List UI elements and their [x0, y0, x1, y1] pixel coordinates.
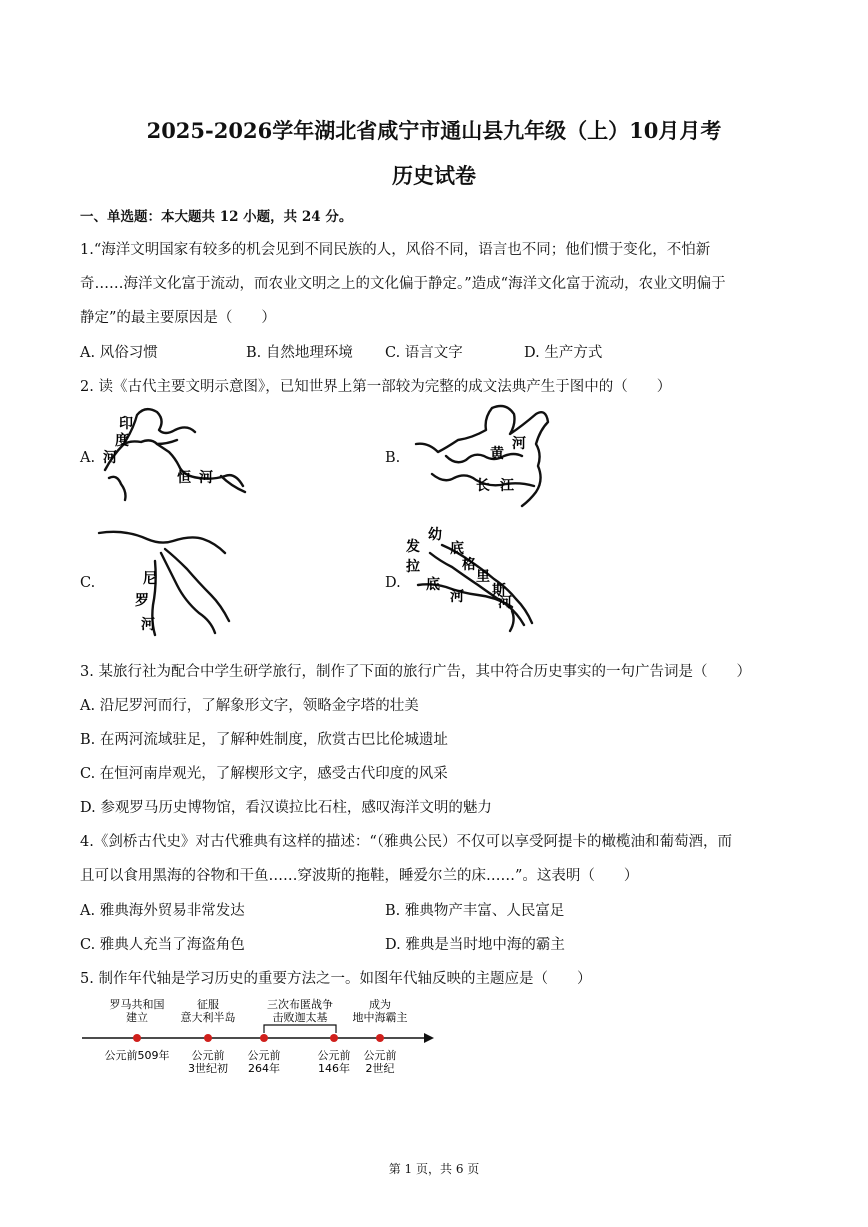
map-b-label-3: 长 — [476, 478, 490, 494]
map-b-label-2: 河 — [512, 436, 526, 452]
map-d-label-3: 拉 — [406, 559, 420, 575]
q1-line2: 奇……海洋文化富于流动，而农业文明之上的文化偏于静定。”造成“海洋文化富于流动，农业文明偏于 — [80, 276, 726, 292]
map-nile — [95, 525, 245, 640]
q3-option-a: A. 沿尼罗河而行，了解象形文字，领略金字塔的壮美 — [80, 698, 419, 714]
q3-stem: 3. 某旅行社为配合中学生研学旅行，制作了下面的旅行广告，其中符合历史事实的一句广告词是（ ） — [80, 664, 751, 680]
q4-line1: 4.《剑桥古代史》对古代雅典有这样的描述：“（雅典公民）不仅可以享受阿提卡的橄榄油和葡萄酒，而 — [80, 834, 732, 850]
map-a-label-5: 河 — [199, 470, 213, 486]
map-india — [95, 400, 255, 505]
timeline-dot-1 — [133, 1034, 141, 1042]
q2-option-c-label: C. — [80, 575, 96, 591]
timeline-event-1-top2: 建立 — [126, 1011, 148, 1024]
map-c-label-3: 河 — [141, 617, 155, 633]
timeline-dot-4 — [330, 1034, 338, 1042]
q4-option-a: A. 雅典海外贸易非常发达 — [80, 903, 245, 919]
q2-stem: 2. 读《古代主要文明示意图》，已知世界上第一部较为完整的成文法典产生于图中的（ ） — [80, 379, 672, 395]
map-c-label-1: 尼 — [143, 571, 157, 587]
map-d-label-9: 斯 — [492, 583, 506, 599]
q4-option-d: D. 雅典是当时地中海的霸主 — [385, 937, 565, 953]
q1-option-b: B. 自然地理环境 — [246, 345, 353, 361]
timeline-event-2-top2: 意大利半岛 — [180, 1011, 236, 1024]
q3-option-b: B. 在两河流域驻足，了解种姓制度，欣赏古巴比伦城遗址 — [80, 732, 448, 748]
q3-option-c: C. 在恒河南岸观光，了解楔形文字，感受古代印度的风采 — [80, 766, 448, 782]
timeline-span-bracket — [264, 1025, 336, 1033]
timeline-span-label-2: 击败迦太基 — [272, 1011, 328, 1024]
q5-stem: 5. 制作年代轴是学习历史的重要方法之一。如图年代轴反映的主题应是（ ） — [80, 971, 592, 987]
timeline-event-1-top1: 罗马共和国 — [109, 998, 165, 1011]
map-a-label-1: 印 — [119, 416, 133, 432]
q4-line2: 且可以食用黑海的谷物和干鱼……穿波斯的拖鞋，睡爱尔兰的床……”。这表明（ ） — [80, 868, 639, 884]
timeline-dot-5 — [376, 1034, 384, 1042]
timeline-last-label-2: 地中海霸主 — [352, 1011, 408, 1024]
timeline-event-3-bottom2: 264年 — [248, 1062, 280, 1075]
q1-line1: 1.“海洋文明国家有较多的机会见到不同民族的人，风俗不同，语言也不同；他们惯于变化，不怕新 — [80, 242, 711, 258]
timeline-arrow-icon — [424, 1033, 434, 1043]
map-d-label-5: 格 — [462, 557, 476, 573]
map-a-label-4: 恒 — [177, 470, 191, 486]
map-china — [410, 400, 560, 510]
map-d-label-6: 里 — [476, 569, 490, 585]
q2-option-d-label: D. — [385, 575, 401, 591]
timeline-dot-2 — [204, 1034, 212, 1042]
page-footer: 第 1 页，共 6 页 — [388, 1162, 480, 1176]
q2-option-a-label: A. — [80, 450, 96, 466]
map-d-label-1: 幼 — [428, 527, 442, 543]
timeline-event-5-bottom1: 公元前 — [363, 1049, 397, 1062]
timeline-event-4-bottom1: 公元前 — [317, 1049, 351, 1062]
q1-line3: 静定”的最主要原因是（ ） — [80, 310, 276, 326]
map-a-label-2: 度 — [115, 433, 129, 449]
timeline-event-2-top1: 征服 — [197, 998, 219, 1011]
timeline-last-label-1: 成为 — [369, 998, 391, 1011]
q2-option-b-label: B. — [385, 450, 401, 466]
section-heading: 一、单选题：本大题共 12 小题，共 24 分。 — [80, 209, 353, 225]
timeline-dot-3 — [260, 1034, 268, 1042]
q1-option-a: A. 风俗习惯 — [80, 345, 158, 361]
timeline-span-label-1: 三次布匿战争 — [267, 998, 333, 1011]
q1-option-d: D. 生产方式 — [524, 345, 603, 361]
map-b-label-1: 黄 — [490, 446, 504, 462]
timeline-event-2-bottom1: 公元前 — [191, 1049, 225, 1062]
map-d-label-7: 底 — [426, 577, 440, 593]
map-d-label-2: 发 — [406, 539, 420, 555]
map-d-label-10: 河 — [498, 595, 512, 611]
map-a-label-3: 河 — [103, 450, 117, 466]
q1-option-c: C. 语言文字 — [385, 345, 463, 361]
timeline-event-4-bottom2: 146年 — [318, 1062, 350, 1075]
timeline-event-5-bottom2: 2世纪 — [365, 1062, 395, 1075]
timeline — [78, 995, 438, 1080]
map-b-label-4: 江 — [500, 478, 514, 494]
map-mesopotamia — [400, 525, 540, 640]
q4-option-b: B. 雅典物产丰富、人民富足 — [385, 903, 565, 919]
map-c-label-2: 罗 — [135, 593, 149, 609]
timeline-event-3-bottom1: 公元前 — [247, 1049, 281, 1062]
exam-subtitle: 历史试卷 — [392, 163, 476, 188]
map-d-label-4: 底 — [450, 541, 464, 557]
map-d-label-8: 河 — [450, 589, 464, 605]
timeline-event-1-bottom1: 公元前509年 — [104, 1049, 170, 1062]
q4-option-c: C. 雅典人充当了海盗角色 — [80, 937, 245, 953]
exam-title: 2025-2026学年湖北省咸宁市通山县九年级（上）10月月考 — [146, 118, 722, 143]
timeline-event-2-bottom2: 3世纪初 — [188, 1062, 228, 1075]
q3-option-d: D. 参观罗马历史博物馆，看汉谟拉比石柱，感叹海洋文明的魅力 — [80, 800, 492, 816]
